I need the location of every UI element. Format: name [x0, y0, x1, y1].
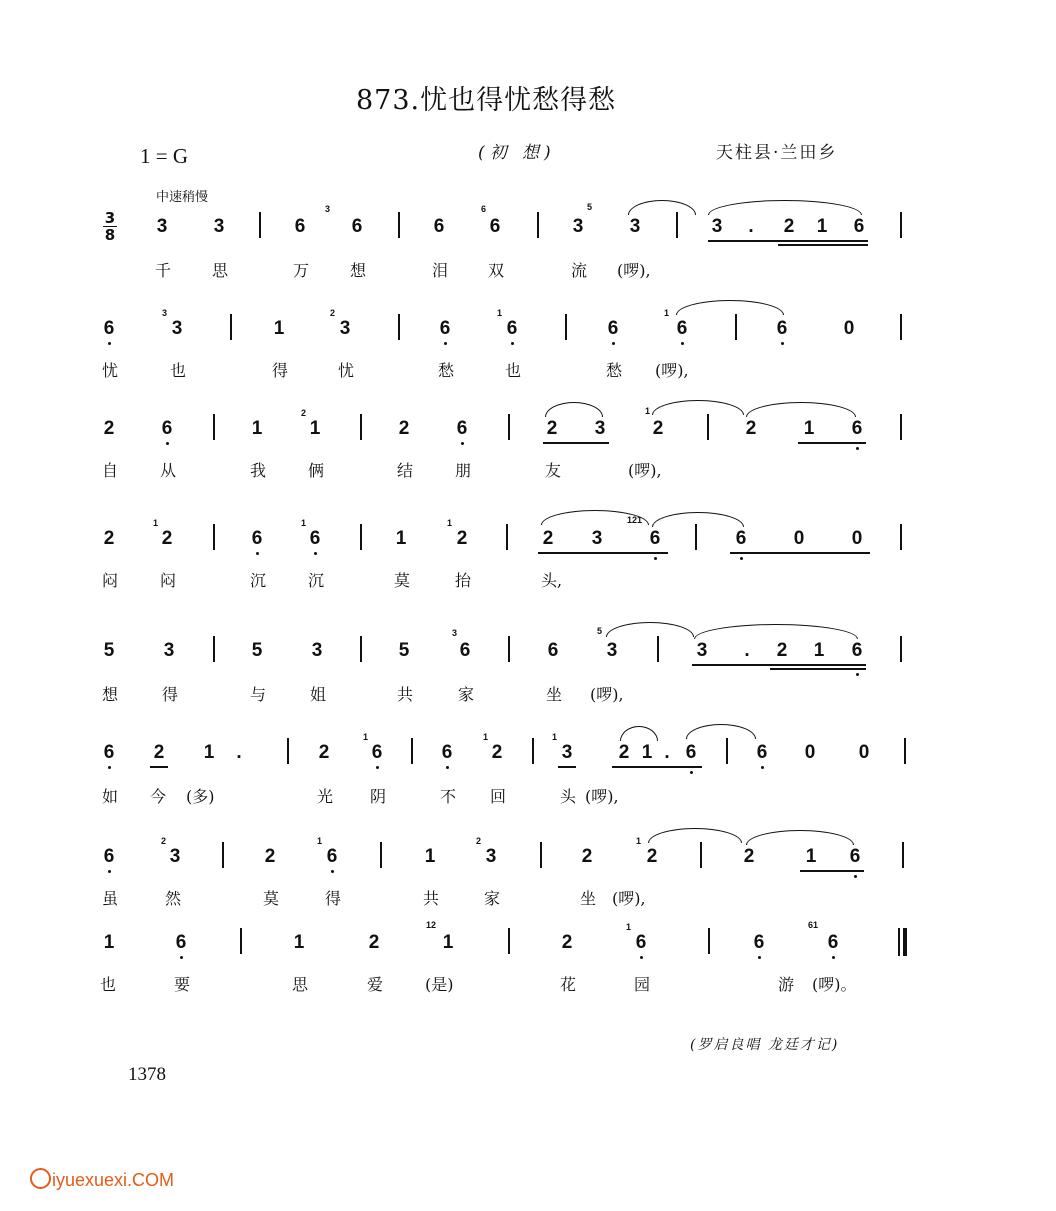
barline [900, 636, 902, 662]
note: 1 [293, 932, 305, 953]
note: 1 [273, 318, 285, 339]
note: 0 [804, 742, 816, 763]
note: 2 [561, 932, 573, 953]
note: 2 [103, 418, 115, 439]
slur [620, 726, 658, 741]
underline [558, 766, 576, 768]
barline [695, 524, 697, 550]
lyric: (多) [186, 787, 215, 806]
lower-octave-dot [856, 447, 859, 450]
note: 6 [326, 846, 338, 867]
grace-note: 121 [627, 515, 643, 525]
slur [545, 402, 603, 417]
lyric: 万 [293, 261, 310, 280]
underline [708, 240, 868, 242]
note: 6 [441, 742, 453, 763]
note: 0 [793, 528, 805, 549]
note: 1 [203, 742, 215, 763]
lyric: 坐 [546, 685, 563, 704]
key-signature: 1 = G [140, 144, 189, 168]
barline [900, 314, 902, 340]
note: 3 [163, 640, 175, 661]
lyric: 双 [488, 261, 505, 280]
note: 6 [103, 318, 115, 339]
barline [259, 212, 261, 238]
lower-octave-dot [108, 342, 111, 345]
credit-line: (罗启良唱 龙廷才记) [690, 1037, 840, 1053]
lower-octave-dot [331, 870, 334, 873]
note: 2 [456, 528, 468, 549]
underline [538, 552, 668, 554]
note: . [748, 216, 754, 237]
lyric: 也 [100, 975, 117, 994]
note: 1 [805, 846, 817, 867]
lyric: 虽 [102, 889, 119, 908]
barline [900, 524, 902, 550]
underline [770, 668, 866, 670]
barline [213, 636, 215, 662]
grace-note: 1 [317, 836, 323, 846]
slur [648, 828, 742, 843]
note: 0 [858, 742, 870, 763]
watermark-text: iyuexuexi.COM [52, 1170, 175, 1190]
lower-octave-dot [740, 557, 743, 560]
note: 6 [547, 640, 559, 661]
barline [676, 212, 678, 238]
lyric: (啰), [590, 685, 624, 704]
note: 6 [607, 318, 619, 339]
note: 2 [646, 846, 658, 867]
note: 6 [753, 932, 765, 953]
note: 3 [339, 318, 351, 339]
lyric: 也 [505, 361, 522, 380]
lower-octave-dot [166, 442, 169, 445]
note: 2 [745, 418, 757, 439]
time-signature-top: 3 [104, 209, 116, 227]
note: 6 [849, 846, 861, 867]
lower-octave-dot [461, 442, 464, 445]
lyric: 俩 [308, 461, 325, 480]
note: 5 [398, 640, 410, 661]
note: 6 [103, 742, 115, 763]
barline [508, 414, 510, 440]
barline [708, 928, 710, 954]
note: 6 [649, 528, 661, 549]
barline [900, 212, 902, 238]
note: 6 [827, 932, 839, 953]
barline [537, 212, 539, 238]
note: 1 [442, 932, 454, 953]
note: 5 [251, 640, 263, 661]
lyric: 沉 [308, 571, 325, 590]
note: 3 [311, 640, 323, 661]
note: 3 [711, 216, 723, 237]
time-signature-bottom: 8 [104, 226, 116, 244]
note: 6 [489, 216, 501, 237]
note: 1 [251, 418, 263, 439]
lower-octave-dot [856, 673, 859, 676]
score-row-3 [0, 406, 1056, 504]
note: 2 [491, 742, 503, 763]
note: 3 [696, 640, 708, 661]
lyric: 共 [397, 685, 414, 704]
note: 6 [309, 528, 321, 549]
note: 6 [685, 742, 697, 763]
note: 6 [351, 216, 363, 237]
final-barline-thick [903, 928, 907, 956]
lyric: 回 [490, 787, 507, 806]
lower-octave-dot [314, 552, 317, 555]
note: 1 [309, 418, 321, 439]
lyric: 不 [440, 787, 457, 806]
note: 6 [506, 318, 518, 339]
note: 1 [816, 216, 828, 237]
lyric: 闷 [102, 571, 119, 590]
barline [360, 414, 362, 440]
note: 1 [103, 932, 115, 953]
barline [213, 414, 215, 440]
lyric: 想 [350, 261, 367, 280]
lyric: 如 [102, 787, 119, 806]
grace-note: 6 [481, 204, 487, 214]
slur [606, 622, 694, 637]
note: 6 [294, 216, 306, 237]
note: 6 [635, 932, 647, 953]
lyric: 结 [397, 461, 414, 480]
note: 0 [843, 318, 855, 339]
lyric: 阴 [370, 787, 387, 806]
note: 2 [103, 528, 115, 549]
lower-octave-dot [444, 342, 447, 345]
underline [778, 244, 868, 246]
lyric: 我 [250, 461, 267, 480]
underline [800, 870, 864, 872]
barline [222, 842, 224, 868]
lyric: 与 [250, 685, 267, 704]
lyric: 千 [155, 261, 172, 280]
barline [240, 928, 242, 954]
grace-note: 2 [301, 408, 307, 418]
grace-note: 1 [636, 836, 642, 846]
note: 2 [161, 528, 173, 549]
lyric: 得 [162, 685, 179, 704]
lower-octave-dot [640, 956, 643, 959]
note: 6 [175, 932, 187, 953]
slur [708, 200, 862, 215]
score-row-2 [0, 308, 1056, 404]
note: . [744, 640, 750, 661]
barline [707, 414, 709, 440]
note: 1 [424, 846, 436, 867]
note: . [664, 742, 670, 763]
score-row-7 [0, 836, 1056, 932]
lyric: 坐 [580, 889, 597, 908]
song-origin: 天柱县·兰田乡 [716, 143, 838, 163]
note: 2 [546, 418, 558, 439]
note: 2 [542, 528, 554, 549]
slur [628, 200, 696, 215]
grace-note: 5 [587, 202, 593, 212]
note: 6 [371, 742, 383, 763]
lyric: (啰), [585, 787, 619, 806]
score-row-5 [0, 626, 1056, 726]
final-barline-thin [898, 928, 900, 956]
grace-note: 12 [426, 920, 437, 930]
note: 6 [853, 216, 865, 237]
note: 3 [629, 216, 641, 237]
note: 3 [594, 418, 606, 439]
lyric: 流 [571, 261, 588, 280]
lower-octave-dot [761, 766, 764, 769]
note: 1 [641, 742, 653, 763]
grace-note: 1 [153, 518, 159, 528]
barline [657, 636, 659, 662]
grace-note: 1 [497, 308, 503, 318]
note: 3 [606, 640, 618, 661]
lower-octave-dot [681, 342, 684, 345]
underline [150, 766, 168, 768]
note: 1 [813, 640, 825, 661]
note: 3 [485, 846, 497, 867]
slur [746, 402, 856, 417]
lyric: 自 [102, 461, 119, 480]
lyric: (啰), [628, 461, 662, 480]
underline [798, 442, 866, 444]
barline [360, 636, 362, 662]
grace-note: 2 [330, 308, 336, 318]
note: 2 [264, 846, 276, 867]
note: 6 [776, 318, 788, 339]
grace-note: 3 [452, 628, 458, 638]
lyric: 忧 [102, 361, 119, 380]
barline [565, 314, 567, 340]
underline [730, 552, 870, 554]
lower-octave-dot [108, 870, 111, 873]
grace-note: 2 [161, 836, 167, 846]
barline [287, 738, 289, 764]
note: 2 [398, 418, 410, 439]
lyric: (啰), [617, 261, 651, 280]
score-row-6 [0, 732, 1056, 828]
lyric: 莫 [263, 889, 280, 908]
lyric: 思 [292, 975, 309, 994]
barline [900, 414, 902, 440]
lyric: (是) [425, 975, 454, 994]
grace-note: 1 [552, 732, 558, 742]
note: 3 [572, 216, 584, 237]
barline [540, 842, 542, 868]
lyric: 想 [102, 685, 119, 704]
lyric: 友 [545, 461, 562, 480]
lyric: (啰), [655, 361, 689, 380]
grace-note: 1 [664, 308, 670, 318]
lower-octave-dot [376, 766, 379, 769]
lyric: 光 [317, 787, 334, 806]
barline [508, 928, 510, 954]
barline [902, 842, 904, 868]
song-subtitle: (初 想) [478, 143, 556, 163]
note: 2 [743, 846, 755, 867]
lyric: 从 [160, 461, 177, 480]
barline [411, 738, 413, 764]
note: 6 [851, 418, 863, 439]
grace-note: 3 [162, 308, 168, 318]
lower-octave-dot [654, 557, 657, 560]
note: 2 [783, 216, 795, 237]
lower-octave-dot [180, 956, 183, 959]
note: 2 [618, 742, 630, 763]
slur [652, 512, 744, 527]
slur [686, 724, 756, 739]
note: 6 [161, 418, 173, 439]
note: 3 [591, 528, 603, 549]
score-row-4 [0, 515, 1056, 614]
grace-note: 61 [808, 920, 819, 930]
lyric: 共 [423, 889, 440, 908]
grace-note: 1 [645, 406, 651, 416]
grace-note: 1 [363, 732, 369, 742]
lyric: 朋 [455, 461, 472, 480]
slur [676, 300, 784, 315]
note: 6 [433, 216, 445, 237]
lyric: 泪 [432, 261, 449, 280]
underline [612, 766, 702, 768]
watermark-logo-icon [30, 1168, 51, 1189]
barline [508, 636, 510, 662]
note: 6 [439, 318, 451, 339]
note: 6 [459, 640, 471, 661]
lower-octave-dot [108, 766, 111, 769]
note: 2 [652, 418, 664, 439]
barline [532, 738, 534, 764]
note: 2 [776, 640, 788, 661]
barline [735, 314, 737, 340]
lower-octave-dot [781, 342, 784, 345]
barline [506, 524, 508, 550]
note: 2 [318, 742, 330, 763]
note: 1 [803, 418, 815, 439]
note: 6 [735, 528, 747, 549]
slur [746, 830, 854, 845]
note: 6 [103, 846, 115, 867]
lyric: 家 [484, 889, 501, 908]
note: 6 [756, 742, 768, 763]
lower-octave-dot [854, 875, 857, 878]
note: 6 [456, 418, 468, 439]
barline [700, 842, 702, 868]
lyric: 家 [458, 685, 475, 704]
note: . [236, 742, 242, 763]
lyric: 沉 [250, 571, 267, 590]
grace-note: 2 [476, 836, 482, 846]
lyric: (啰)。 [812, 975, 857, 994]
barline [726, 738, 728, 764]
lyric: 爱 [367, 975, 384, 994]
note: 1 [395, 528, 407, 549]
underline [543, 442, 609, 444]
lyric: 思 [212, 261, 229, 280]
barline [360, 524, 362, 550]
underline [692, 664, 866, 666]
slur [694, 624, 858, 639]
grace-note: 5 [597, 626, 603, 636]
lower-octave-dot [832, 956, 835, 959]
grace-note: 1 [447, 518, 453, 528]
lyric: 也 [170, 361, 187, 380]
barline [380, 842, 382, 868]
barline [904, 738, 906, 764]
note: 3 [561, 742, 573, 763]
note: 6 [251, 528, 263, 549]
lyric: 忧 [338, 361, 355, 380]
grace-note: 3 [325, 204, 331, 214]
grace-note: 1 [483, 732, 489, 742]
lyric: (啰), [612, 889, 646, 908]
note: 3 [169, 846, 181, 867]
note: 3 [213, 216, 225, 237]
lyric: 愁 [606, 361, 623, 380]
lower-octave-dot [511, 342, 514, 345]
lyric: 愁 [438, 361, 455, 380]
barline [398, 212, 400, 238]
note: 6 [851, 640, 863, 661]
watermark [30, 1168, 174, 1191]
lyric: 游 [778, 975, 795, 994]
tempo-marking: 中速稍慢 [156, 190, 209, 205]
lyric: 要 [174, 975, 191, 994]
lower-octave-dot [612, 342, 615, 345]
note: 2 [368, 932, 380, 953]
lyric: 然 [165, 889, 182, 908]
grace-note: 1 [301, 518, 307, 528]
lower-octave-dot [446, 766, 449, 769]
lyric: 头 [560, 787, 577, 806]
grace-note: 1 [626, 922, 632, 932]
note: 5 [103, 640, 115, 661]
lower-octave-dot [256, 552, 259, 555]
lyric: 闷 [160, 571, 177, 590]
lower-octave-dot [690, 771, 693, 774]
note: 2 [581, 846, 593, 867]
lyric: 抬 [455, 571, 472, 590]
lyric: 得 [272, 361, 289, 380]
barline [213, 524, 215, 550]
lyric: 头, [541, 571, 563, 590]
lyric: 姐 [310, 685, 327, 704]
song-title: 873.忧也得忧愁得愁 [356, 85, 617, 116]
note: 0 [851, 528, 863, 549]
barline [398, 314, 400, 340]
note: 3 [156, 216, 168, 237]
lyric: 莫 [394, 571, 411, 590]
page-number: 1378 [128, 1064, 166, 1085]
lyric: 今 [150, 787, 167, 806]
lower-octave-dot [758, 956, 761, 959]
score-row-1 [0, 202, 1056, 302]
lyric: 园 [634, 975, 651, 994]
lyric: 花 [560, 975, 577, 994]
note: 3 [171, 318, 183, 339]
score-row-8 [0, 920, 1056, 1018]
barline [230, 314, 232, 340]
note: 6 [676, 318, 688, 339]
note: 2 [153, 742, 165, 763]
lyric: 得 [325, 889, 342, 908]
